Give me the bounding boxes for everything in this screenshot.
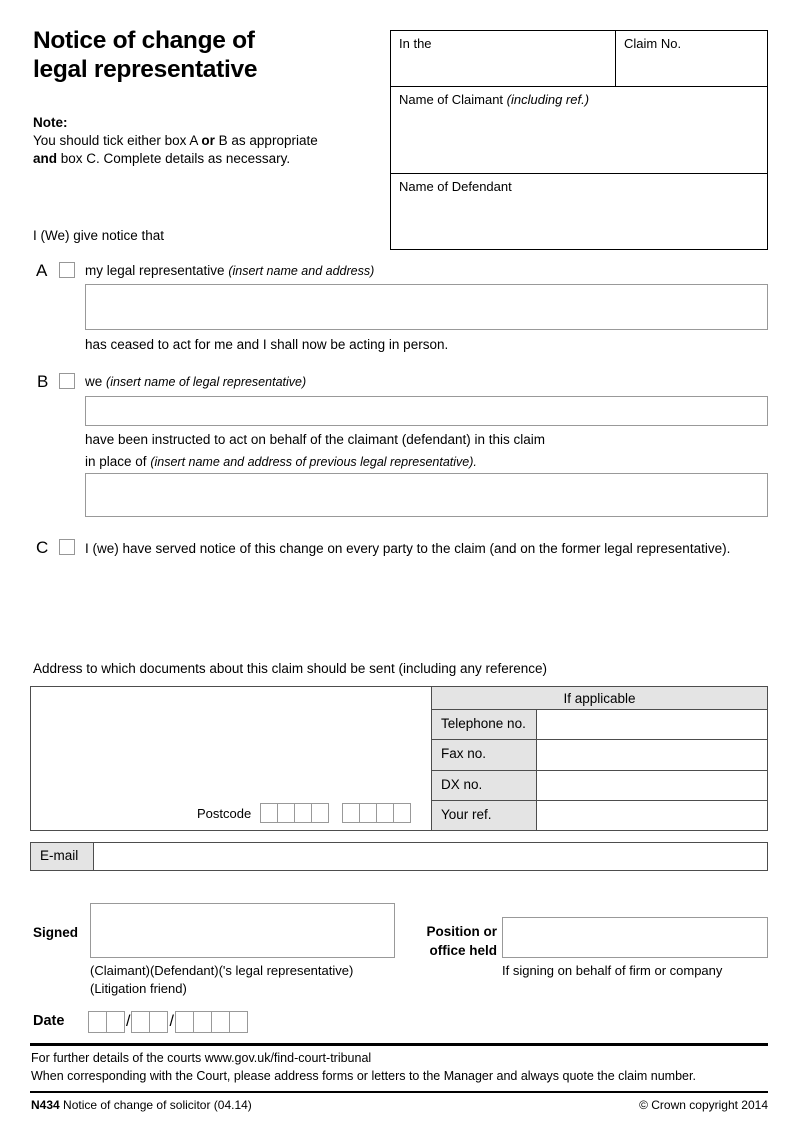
if-applicable-table [432, 687, 767, 830]
dx-field[interactable] [537, 771, 767, 800]
form-title-line2: legal representative [33, 56, 258, 83]
telephone-field[interactable] [537, 710, 767, 739]
date-month-group [131, 1011, 168, 1033]
section-b-label [85, 373, 306, 391]
email-row [30, 842, 768, 871]
dx-label: DX no. [432, 771, 537, 800]
crown-copyright: © Crown copyright 2014 [639, 1098, 768, 1112]
address-input-area[interactable] [31, 687, 432, 830]
note-line2-text: box C. Complete details as necessary. [60, 151, 291, 166]
date-label: Date [33, 1013, 65, 1029]
claimant-name-field[interactable] [391, 87, 767, 174]
table-row [432, 710, 767, 740]
position-label-line2: office held [429, 943, 497, 958]
date-row [88, 1011, 248, 1033]
postcode-cell[interactable] [294, 803, 312, 823]
defendant-name-field[interactable] [391, 174, 767, 199]
section-c-letter: C [36, 538, 49, 557]
give-notice-text: I (We) give notice that [33, 228, 165, 243]
postcode-cell[interactable] [277, 803, 295, 823]
footer-line1: For further details of the courts www.gov.uk/find-court-tribunal [31, 1051, 372, 1065]
claimant-label: Name of Claimant [399, 92, 504, 107]
date-slash: / [169, 1013, 174, 1030]
form-code-title: Notice of change of solicitor (04.14) [63, 1098, 252, 1112]
section-b-representative-box[interactable] [85, 396, 768, 426]
postcode-cell[interactable] [342, 803, 360, 823]
note-block [33, 114, 318, 168]
note-line1 [33, 132, 318, 150]
in-the-field[interactable] [391, 31, 616, 86]
footer-bottom-row [31, 1098, 768, 1112]
date-cell[interactable] [193, 1011, 212, 1033]
position-label-line1: Position or [426, 924, 497, 939]
footer-divider-bottom [30, 1091, 768, 1093]
section-c-label: I (we) have served notice of this change on every party to the claim (and on the former legal representative). [85, 541, 731, 556]
form-code: N434 [31, 1098, 60, 1112]
form-title [33, 26, 257, 84]
date-cell[interactable] [175, 1011, 194, 1033]
date-cell[interactable] [229, 1011, 248, 1033]
table-row [432, 740, 767, 770]
section-b-label-text: we [85, 374, 103, 389]
claim-no-field[interactable] [616, 31, 767, 86]
section-b-line3 [85, 453, 477, 471]
postcode-row [197, 803, 411, 823]
fax-field[interactable] [537, 740, 767, 769]
section-a-after-text: has ceased to act for me and I shall now be acting in person. [85, 337, 449, 352]
section-a-label-italic: (insert name and address) [228, 264, 375, 278]
email-field[interactable] [94, 843, 767, 870]
signed-label: Signed [33, 925, 79, 940]
checkbox-b[interactable] [59, 373, 75, 389]
claim-no-label: Claim No. [624, 36, 682, 51]
telephone-label: Telephone no. [432, 710, 537, 739]
date-cell[interactable] [106, 1011, 125, 1033]
date-day-group [88, 1011, 125, 1033]
section-a-letter: A [36, 261, 48, 280]
position-box[interactable] [502, 917, 768, 958]
section-b-line3-italic: (insert name and address of previous legal representative). [150, 455, 477, 469]
fax-label: Fax no. [432, 740, 537, 769]
date-cell[interactable] [88, 1011, 107, 1033]
section-b-line3-text: in place of [85, 454, 147, 469]
postcode-cell[interactable] [311, 803, 329, 823]
your-ref-field[interactable] [537, 801, 767, 830]
date-cell[interactable] [131, 1011, 150, 1033]
address-heading: Address to which documents about this claim should be sent (including any reference) [33, 661, 548, 676]
checkbox-a[interactable] [59, 262, 75, 278]
your-ref-label: Your ref. [432, 801, 537, 830]
postcode-label: Postcode [197, 805, 252, 821]
date-slash: / [126, 1013, 131, 1030]
postcode-group-2 [342, 803, 411, 823]
court-box-top-row [391, 31, 767, 87]
section-b-previous-representative-box[interactable] [85, 473, 768, 517]
court-details-box [390, 30, 768, 250]
checkbox-c[interactable] [59, 539, 75, 555]
email-label: E-mail [31, 843, 94, 870]
date-cell[interactable] [149, 1011, 168, 1033]
section-b-label-italic: (insert name of legal representative) [106, 375, 307, 389]
address-table [30, 686, 768, 831]
note-line1-bold: or [201, 133, 215, 148]
claimant-label-note: (including ref.) [506, 92, 590, 107]
signature-box[interactable] [90, 903, 395, 958]
signed-caption-2: (Litigation friend) [90, 981, 187, 996]
table-row [432, 771, 767, 801]
section-b-letter: B [37, 372, 49, 391]
note-label: Note: [33, 115, 68, 130]
form-title-line1: Notice of change of [33, 27, 255, 54]
position-caption: If signing on behalf of firm or company [502, 963, 723, 978]
postcode-cell[interactable] [359, 803, 377, 823]
table-row [432, 801, 767, 830]
date-cell[interactable] [211, 1011, 230, 1033]
note-line1-text: You should tick either box A [33, 133, 198, 148]
form-identifier [31, 1098, 252, 1112]
signed-caption-1: (Claimant)(Defendant)('s legal representative) [90, 963, 354, 978]
position-label [398, 922, 497, 960]
postcode-cell[interactable] [260, 803, 278, 823]
defendant-label: Name of Defendant [399, 179, 512, 194]
if-applicable-header: If applicable [432, 687, 767, 710]
postcode-cell[interactable] [376, 803, 394, 823]
postcode-group-1 [260, 803, 329, 823]
note-line2-bold: and [33, 151, 58, 166]
footer-divider-top [30, 1043, 768, 1046]
section-b-line2: have been instructed to act on behalf of the claimant (defendant) in this claim [85, 432, 546, 447]
in-the-label: In the [399, 36, 432, 51]
section-a-label-text: my legal representative [85, 263, 225, 278]
date-year-group [175, 1011, 248, 1033]
section-a-name-address-box[interactable] [85, 284, 768, 330]
note-line2 [33, 150, 318, 168]
section-a-label [85, 262, 374, 280]
footer-line2: When corresponding with the Court, please address forms or letters to the Manager and always quote the claim number. [31, 1069, 696, 1083]
postcode-cell[interactable] [393, 803, 411, 823]
note-line1-text2: B as appropriate [218, 133, 318, 148]
